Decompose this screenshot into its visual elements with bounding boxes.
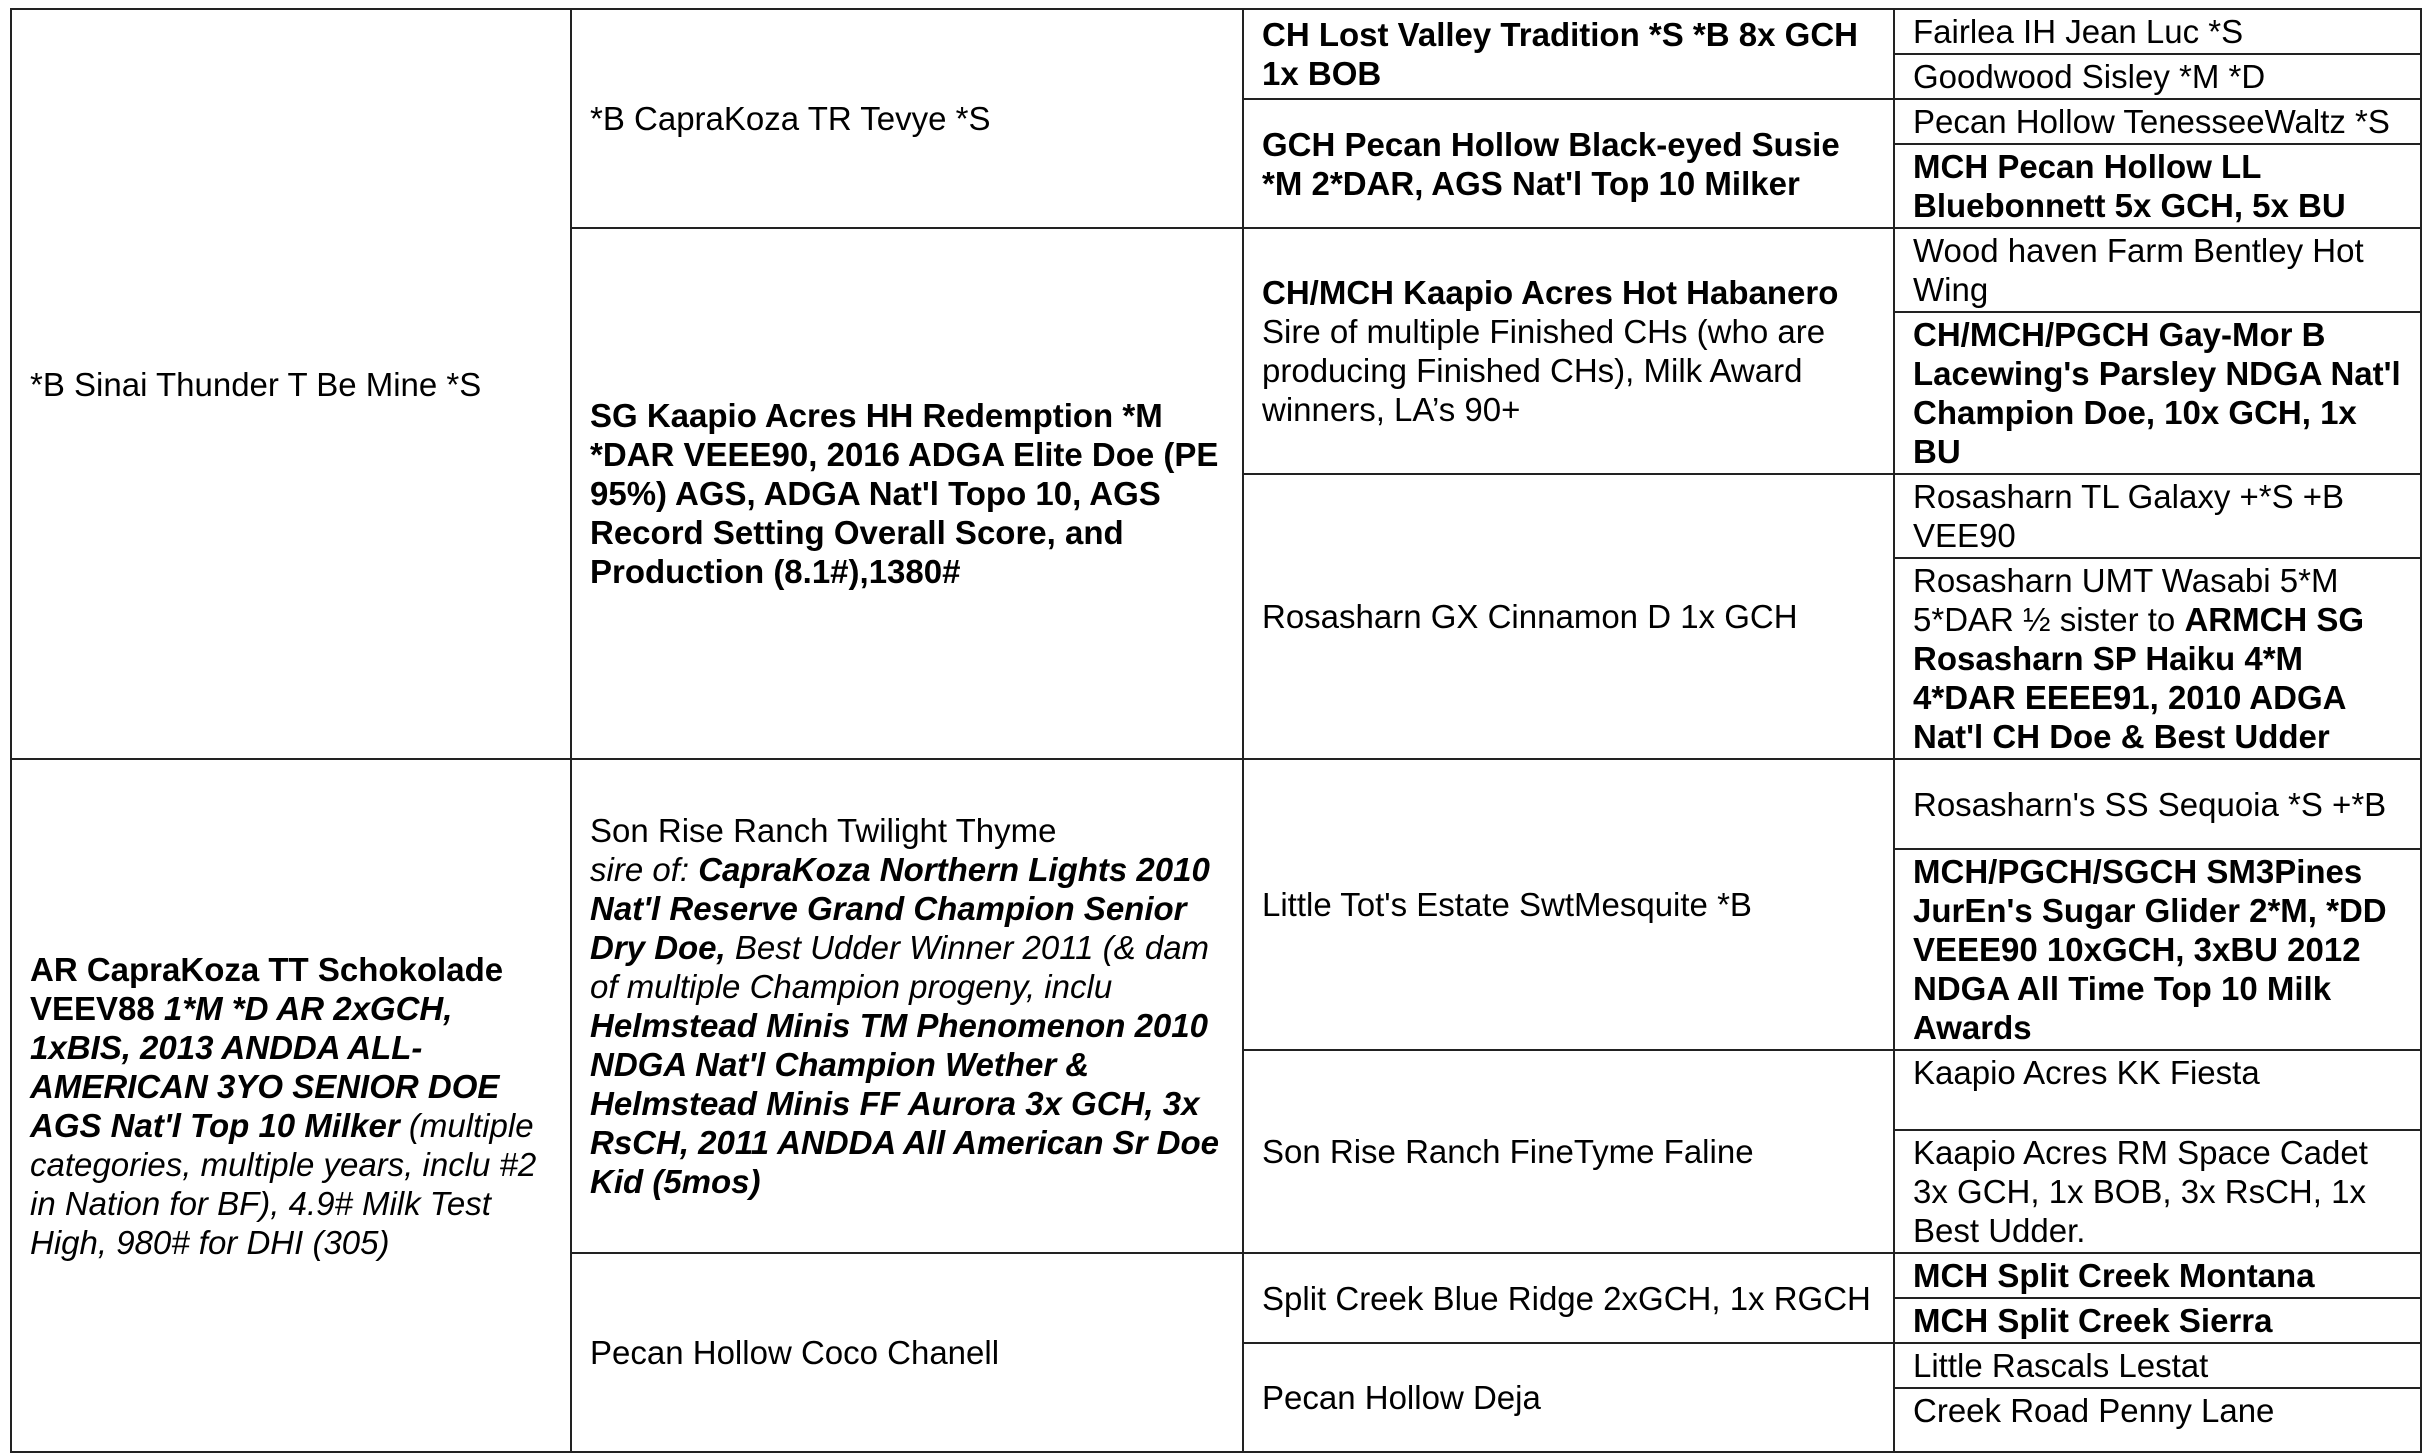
sdds-cell: Rosasharn TL Galaxy +*S +B VEE90: [1894, 474, 2421, 558]
sdd-cell: Rosasharn GX Cinnamon D 1x GCH: [1243, 474, 1894, 759]
sds-name: CH/MCH Kaapio Acres Hot Habanero: [1262, 274, 1839, 311]
dddd-cell: Creek Road Penny Lane: [1894, 1388, 2421, 1452]
dam-sire-name: Son Rise Ranch Twilight Thyme: [590, 812, 1057, 849]
sire-dam-cell: SG Kaapio Acres HH Redemption *M *DAR VEEE90, 2016 ADGA Elite Doe (PE 95%) AGS, ADGA Nat'l Topo 10, AGS Record Setting Overall Score, and Production (8.1#),1380#: [571, 228, 1243, 759]
dsds-cell: Kaapio Acres KK Fiesta: [1894, 1050, 2421, 1130]
sddd-bold: ARMCH SG Rosasharn SP Haiku 4*M 4*DAR EEEE91, 2010 ADGA Nat'l CH Doe & Best Udder: [1913, 601, 2365, 755]
ssdd-cell: MCH Pecan Hollow LL Bluebonnett 5x GCH, 5x BU: [1894, 144, 2421, 228]
sds-note: Sire of multiple Finished CHs (who are producing Finished CHs), Milk Award winners, LA’s 90+: [1262, 313, 1826, 428]
dam-cell: [11, 759, 571, 1452]
ddsd-cell: MCH Split Creek Sierra: [1894, 1298, 2421, 1343]
sddd-lead: Rosasharn UMT Wasabi 5*M 5*DAR ½ sister to: [1913, 562, 2339, 638]
dam-dam-cell: Pecan Hollow Coco Chanell: [571, 1253, 1243, 1452]
dsss-cell: Rosasharn's SS Sequoia *S +*B: [1894, 759, 2421, 849]
dss-cell: Little Tot's Estate SwtMesquite *B: [1243, 759, 1894, 1050]
dam-name-italic: (multiple categories, multiple years, inclu #2 in Nation for BF), 4.9# Milk Test High, 980# for DHI (305): [30, 1106, 537, 1261]
sdsd-cell: CH/MCH/PGCH Gay-Mor B Lacewing's Parsley NDGA Nat'l Champion Doe, 10x GCH, 1x BU: [1894, 312, 2421, 474]
sssd-cell: Goodwood Sisley *M *D: [1894, 54, 2421, 99]
ddds-cell: Little Rascals Lestat: [1894, 1343, 2421, 1388]
sds-cell: [1243, 228, 1894, 474]
dam-name-bold: AR CapraKoza TT Schokolade VEEV88: [30, 950, 504, 1027]
ssds-cell: Pecan Hollow TenesseeWaltz *S: [1894, 99, 2421, 144]
dam-sire-cell: [571, 759, 1243, 1253]
ddss-cell: MCH Split Creek Montana: [1894, 1253, 2421, 1298]
sire-sire-cell: *B CapraKoza TR Tevye *S: [571, 9, 1243, 228]
dam-sire-desc-3: Best Udder Winner 2011 (& dam of multiple Champion progeny, inclu: [590, 929, 1210, 1005]
dsdd-cell: Kaapio Acres RM Space Cadet 3x GCH, 1x BOB, 3x RsCH, 1x Best Udder.: [1894, 1130, 2421, 1253]
dam-sire-desc-1: sire of:: [590, 851, 699, 888]
dam-sire-desc-4: Helmstead Minis TM Phenomenon 2010 NDGA Nat'l Champion Wether & Helmstead Minis FF Aurora 3x GCH, 3x RsCH, 2011 ANDDA All American Sr Doe Kid (5mos): [590, 1007, 1220, 1200]
dsd-cell: Son Rise Ranch FineTyme Faline: [1243, 1050, 1894, 1253]
ddd-cell: Pecan Hollow Deja: [1243, 1343, 1894, 1452]
sddd-cell: [1894, 558, 2421, 759]
ssd-cell: GCH Pecan Hollow Black-eyed Susie *M 2*DAR, AGS Nat'l Top 10 Milker: [1243, 99, 1894, 228]
dam-name-bold-italic: 1*M *D AR 2xGCH, 1xBIS, 2013 ANDDA ALL-AMERICAN 3YO SENIOR DOE AGS Nat'l Top 10 Milker: [30, 989, 500, 1144]
sss-cell: CH Lost Valley Tradition *S *B 8x GCH 1x BOB: [1243, 9, 1894, 99]
pedigree-table: [10, 8, 2422, 1453]
sdss-cell: Wood haven Farm Bentley Hot Wing: [1894, 228, 2421, 312]
ssss-cell: Fairlea IH Jean Luc *S: [1894, 9, 2421, 54]
sire-cell: *B Sinai Thunder T Be Mine *S: [11, 9, 571, 759]
dam-sire-desc-2: CapraKoza Northern Lights 2010 Nat'l Reserve Grand Champion Senior Dry Doe,: [590, 851, 1210, 966]
dds-cell: Split Creek Blue Ridge 2xGCH, 1x RGCH: [1243, 1253, 1894, 1343]
dssd-cell: MCH/PGCH/SGCH SM3Pines JurEn's Sugar Glider 2*M, *DD VEEE90 10xGCH, 3xBU 2012 NDGA All Time Top 10 Milk Awards: [1894, 849, 2421, 1050]
